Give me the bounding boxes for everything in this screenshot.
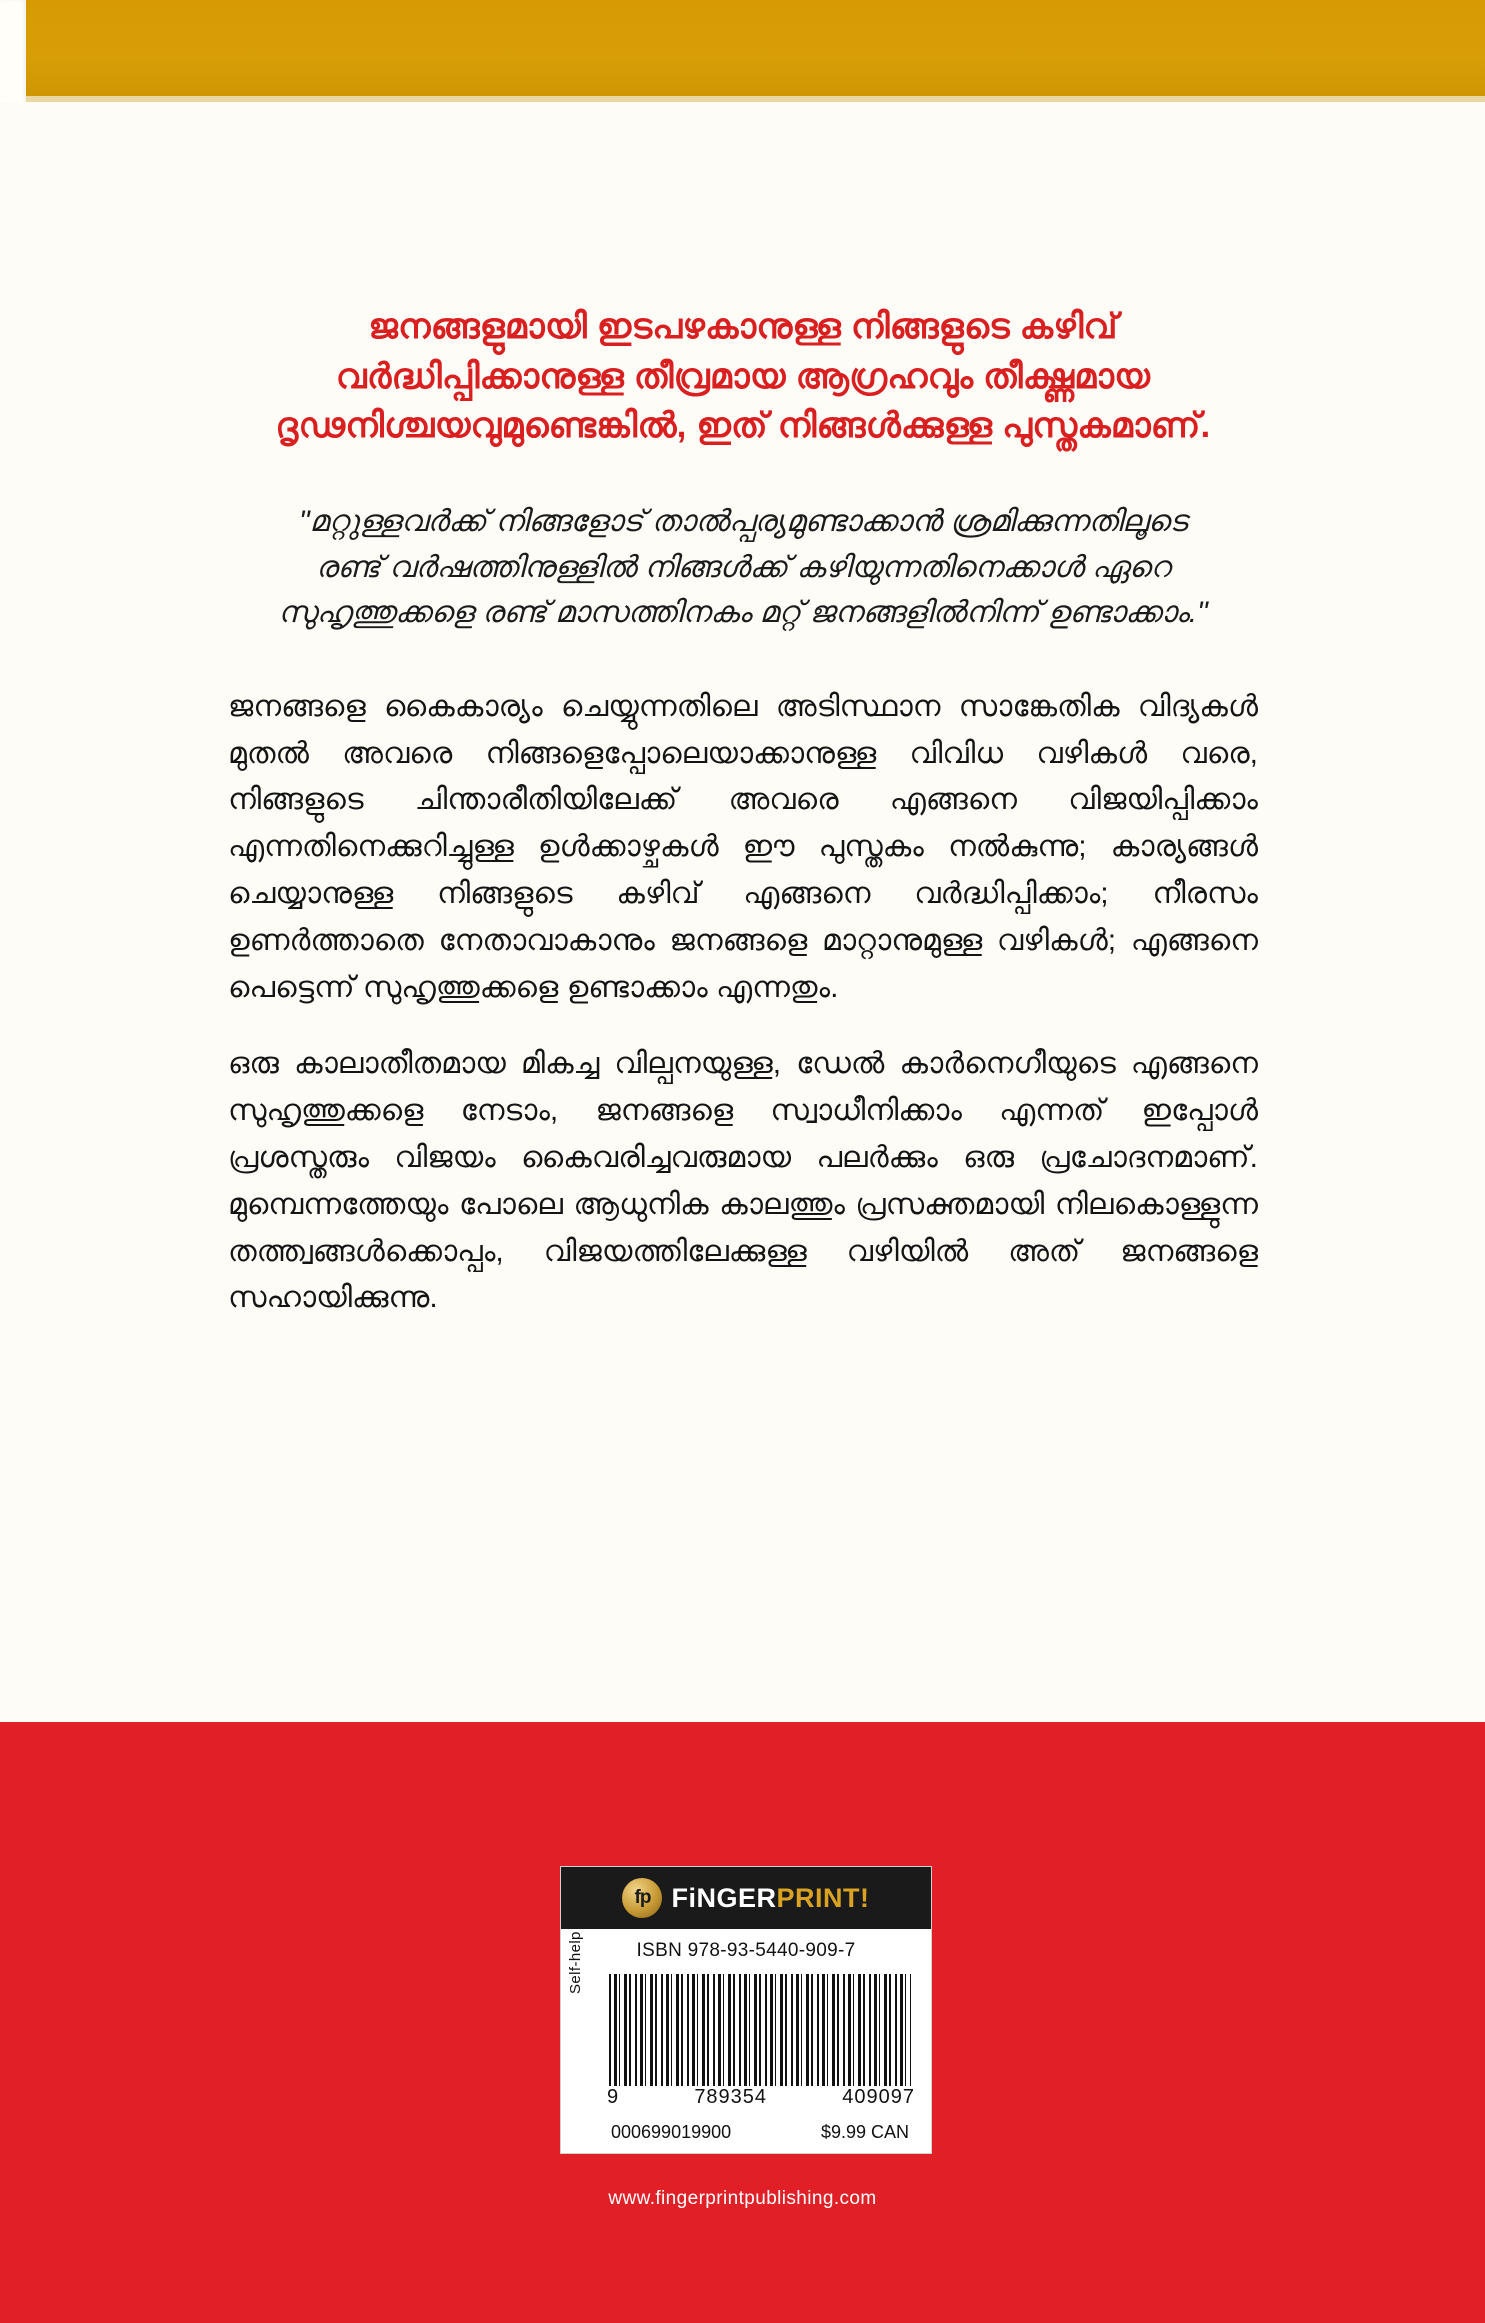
category-label: Self-help [567, 1931, 584, 1994]
barcode-bars-icon [609, 1974, 911, 2086]
barcode-digits [607, 2086, 915, 2109]
barcode-digit-left: 9 [607, 2086, 620, 2108]
barcode-digit-mid: 789354 [694, 2086, 768, 2108]
pull-quote: "മറ്റുള്ളവർക്ക് നിങ്ങളോട് താൽപ്പര്യമുണ്ടാക്കാൻ ശ്രമിക്കുന്നതിലൂടെ രണ്ട് വർഷത്തിനുള്ളിൽ നിങ്ങൾക്ക് കഴിയുന്നതിനെക്കാൾ ഏറെ സുഹൃത്തുക്കളെ രണ്ട് മാസത്തിനകം മറ്റ് ജനങ്ങളിൽനിന്ന് ഉണ്ടാക്കാം." [278, 505, 1208, 630]
publisher-website: www.fingerprintpublishing.com [608, 2188, 877, 2209]
publisher-name-part1: FiNGER [671, 1882, 777, 1913]
barcode-card [560, 1866, 932, 2154]
isbn-text: ISBN 978-93-5440-909-7 [636, 1940, 856, 1961]
headline-text: ജനങ്ങളുമായി ഇടപഴകാനുള്ള നിങ്ങളുടെ കഴിവ് വർദ്ധിപ്പിക്കാനുള്ള തീവ്രമായ ആഗ്രഹവും തീക്ഷ്ണമായ ദൃഢനിശ്ചയവുമുണ്ടെങ്കിൽ, ഇത് നിങ്ങൾക്കുള്ള പുസ്തകമാണ്. [275, 307, 1211, 446]
publisher-name-part2: PRINT! [776, 1882, 870, 1913]
publisher-name [671, 1883, 869, 1914]
blurb-paragraph-2: ഒരു കാലാതീതമായ മികച്ച വില്പനയുള്ള, ഡേൽ കാർനെഗീയുടെ എങ്ങനെ സുഹൃത്തുക്കളെ നേടാം, ജനങ്ങളെ സ്വാധീനിക്കാം എന്നത് ഇപ്പോൾ പ്രശസ്തരും വിജയം കൈവരിച്ചവരുമായ പലർക്കും ഒരു പ്രചോദനമാണ്. മുമ്പെന്നത്തേയും പോലെ ആധുനിക കാലത്തും പ്രസക്തമായി നിലകൊള്ളുന്ന തത്ത്വങ്ങൾക്കൊപ്പം, വിജയത്തിലേക്കുള്ള വഴിയിൽ അത് ജനങ്ങളെ സഹായിക്കുന്നു. [228, 1047, 1258, 1315]
cover-text-inner [228, 302, 1258, 1322]
blurb-paragraph-1: ജനങ്ങളെ കൈകാര്യം ചെയ്യുന്നതിലെ അടിസ്ഥാന സാങ്കേതിക വിദ്യകൾ മുതൽ അവരെ നിങ്ങളെപ്പോലെയാക്കാനുള്ള വിവിധ വഴികൾ വരെ, നിങ്ങളുടെ ചിന്താരീതിയിലേക്ക് അവരെ എങ്ങനെ വിജയിപ്പിക്കാം എന്നതിനെക്കുറിച്ചുള്ള ഉൾക്കാഴ്ചകൾ ഈ പുസ്തകം നൽകുന്നു; കാര്യങ്ങൾ ചെയ്യാനുള്ള നിങ്ങളുടെ കഴിവ് എങ്ങനെ വർദ്ധിപ്പിക്കാം; നീരസം ഉണർത്താതെ നേതാവാകാനും ജനങ്ങളെ മാറ്റാനുമുള്ള വഴികൾ; എങ്ങനെ പെട്ടെന്ന് സുഹൃത്തുക്കളെ ഉണ്ടാക്കാം എന്നതും. [228, 689, 1258, 1004]
price-label: $9.99 CAN [820, 2122, 909, 2142]
fingerprint-mark-icon: fp [622, 1878, 662, 1918]
publisher-logo [561, 1867, 931, 1929]
internal-code: 000699019900 [611, 2122, 732, 2142]
top-gold-band [0, 0, 1485, 96]
cover-text-area [0, 102, 1485, 1722]
blurb [228, 684, 1258, 1322]
barcode-digit-right: 409097 [842, 2086, 915, 2108]
price-row [561, 2116, 931, 2153]
